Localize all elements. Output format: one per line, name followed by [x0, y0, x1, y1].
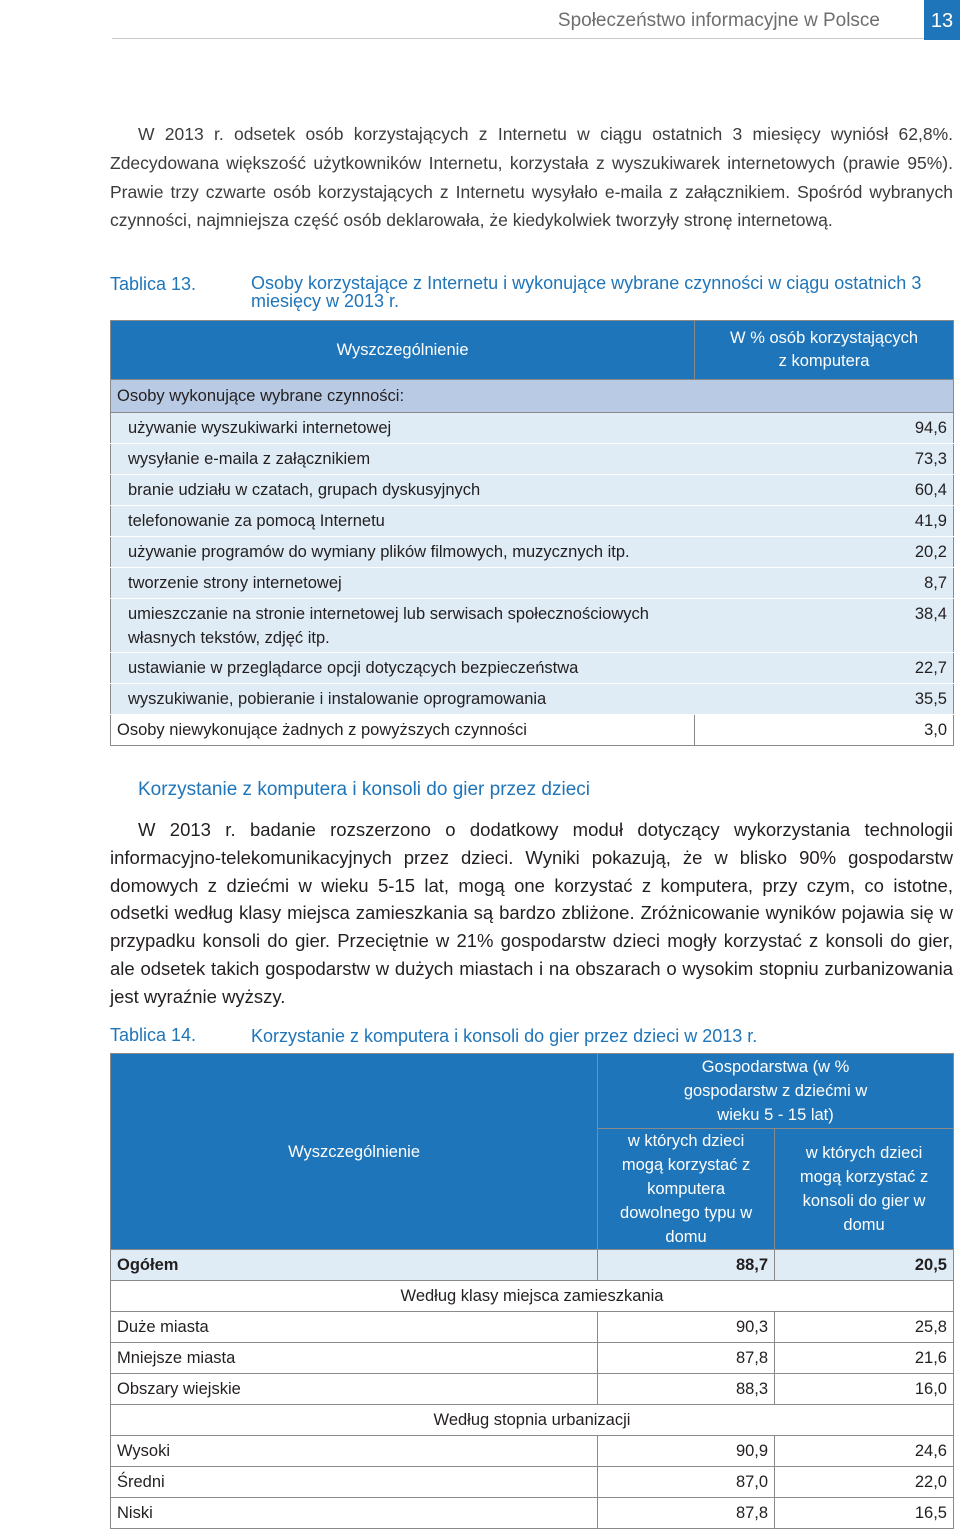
- table14-cell-b: 16,0: [775, 1374, 954, 1405]
- table13-row-value: 38,4: [695, 599, 954, 653]
- table14-cell-b: 16,5: [775, 1498, 954, 1529]
- section-paragraph-text: W 2013 r. badanie rozszerzono o dodatkowy moduł dotyczący wykorzystania technologii informacyjno-telekomunikacyjnych przez dzieci. Wyniki pokazują, że w blisko 90% gospodarstw domowych z dziećmi w wieku 5-15 lat, mogą one korzystać z komputera, przy czym, co istotne, odsetki według klasy miejsca zamieszkania są bardzo zbliżone. Zróżnicowanie wyników pojawia się w przypadku konsoli do gier. Przeciętnie w 21% gospodarstw dzieci mogły korzystać z konsoli do gier, ale odsetek takich gospodarstw w dużych miastach i na obszarach o wysokim stopniu zurbanizowania jest wyraźnie wyższy.: [110, 819, 953, 1007]
- table-row: [111, 1467, 954, 1498]
- table13-header-value-text: W % osób korzystających z komputera: [730, 329, 919, 370]
- table-row: [111, 1343, 954, 1374]
- section-title: Korzystanie z komputera i konsoli do gier przez dzieci: [138, 779, 590, 800]
- table13-group-label: Osoby wykonujące wybrane czynności:: [111, 380, 695, 413]
- table13-row-value: 8,7: [695, 568, 954, 599]
- table14-cell-b: 22,0: [775, 1467, 954, 1498]
- header-divider: [112, 38, 924, 39]
- table13-row-value: 41,9: [695, 506, 954, 537]
- table14-cell-label: Duże miasta: [111, 1312, 598, 1343]
- table14-caption-text: Korzystanie z komputera i konsoli do gier przez dzieci w 2013 r.: [251, 1026, 758, 1046]
- table13-row-value: 22,7: [695, 653, 954, 684]
- table-row: [111, 653, 954, 684]
- table14-header-a-text: w których dzieci mogą korzystać z komputera dowolnego typu w domu: [620, 1132, 753, 1246]
- table13-row-label: telefonowanie za pomocą Internetu: [111, 506, 695, 537]
- table-row: [111, 684, 954, 715]
- table13-row-label: branie udziału w czatach, grupach dyskusyjnych: [111, 475, 695, 506]
- table14-header-b: [775, 1129, 954, 1250]
- intro-text: W 2013 r. odsetek osób korzystających z Internetu w ciągu ostatnich 3 miesięcy wyniósł 62,8%. Zdecydowana większość użytkowników Internetu, korzystała z wyszukiwarek internetowych (prawie 95%). Prawie trzy czwarte osób korzystających z Internetu wysyłało e-maila z załącznikiem. Spośród wybranych czynności, najmniejsza część osób deklarowała, że kiedykolwiek tworzyły stronę internetową.: [110, 124, 953, 231]
- table14-header-b-text: w których dzieci mogą korzystać z konsoli do gier w domu: [799, 1144, 929, 1234]
- table13-row-label: umieszczanie na stronie internetowej lub serwisach społecznościowych własnych tekstów, zdjęć itp.: [111, 599, 695, 653]
- table14-cell-b: 24,6: [775, 1436, 954, 1467]
- table14-cell-a: 87,8: [598, 1498, 775, 1529]
- section-paragraph: [110, 816, 953, 1011]
- table14-cell-a: 90,3: [598, 1312, 775, 1343]
- table14-total-a: 88,7: [598, 1250, 775, 1281]
- table14-caption-label: Tablica 14.: [110, 1025, 197, 1045]
- table13-row-label: wyszukiwanie, pobieranie i instalowanie oprogramowania: [111, 684, 695, 715]
- table14-total-label: Ogółem: [111, 1250, 598, 1281]
- table-13: [110, 320, 954, 746]
- table14-cell-b: 21,6: [775, 1343, 954, 1374]
- table-row: [111, 413, 954, 444]
- table14-header-item: Wyszczególnienie: [111, 1054, 598, 1250]
- table13-caption-text: Osoby korzystające z Internetu i wykonujące wybrane czynności w ciągu ostatnich 3 miesięcy w 2013 r.: [251, 273, 922, 311]
- table13-header-item: Wyszczególnienie: [111, 321, 695, 380]
- table-row: [111, 599, 954, 653]
- table13-row-value: 94,6: [695, 413, 954, 444]
- table13-row-label: używanie wyszukiwarki internetowej: [111, 413, 695, 444]
- table13-row-value: 60,4: [695, 475, 954, 506]
- page-number: 13: [924, 0, 960, 40]
- table-row: [111, 444, 954, 475]
- table14-cell-label: Mniejsze miasta: [111, 1343, 598, 1374]
- table13-row-label: tworzenie strony internetowej: [111, 568, 695, 599]
- table14-cell-label: Wysoki: [111, 1436, 598, 1467]
- table-row: [111, 506, 954, 537]
- table13-row-value: 35,5: [695, 684, 954, 715]
- table-14: [110, 1053, 954, 1529]
- table14-section2-title: Według stopnia urbanizacji: [111, 1405, 954, 1436]
- table14-cell-label: Średni: [111, 1467, 598, 1498]
- table14-cell-a: 87,0: [598, 1467, 775, 1498]
- table-row: [111, 1498, 954, 1529]
- table14-group-header: [598, 1054, 954, 1129]
- table-row: [111, 1436, 954, 1467]
- page-header: [0, 0, 960, 40]
- table14-cell-a: 87,8: [598, 1343, 775, 1374]
- table14-cell-label: Niski: [111, 1498, 598, 1529]
- table14-cell-a: 90,9: [598, 1436, 775, 1467]
- table14-group-header-text: Gospodarstwa (w % gospodarstw z dziećmi w wieku 5 - 15 lat): [683, 1058, 868, 1124]
- table-row: [111, 537, 954, 568]
- table13-header-value: [695, 321, 954, 380]
- table13-last-value: 3,0: [695, 715, 954, 746]
- table14-cell-b: 25,8: [775, 1312, 954, 1343]
- table13-row-value: 73,3: [695, 444, 954, 475]
- table-row: [111, 568, 954, 599]
- table-row: [111, 1374, 954, 1405]
- table13-caption-label: Tablica 13.: [110, 274, 197, 294]
- table13-row-label: ustawianie w przeglądarce opcji dotyczących bezpieczeństwa: [111, 653, 695, 684]
- running-title: Społeczeństwo informacyjne w Polsce: [557, 10, 880, 31]
- table13-last-label: Osoby niewykonujące żadnych z powyższych czynności: [111, 715, 695, 746]
- table13-row-label: wysyłanie e-maila z załącznikiem: [111, 444, 695, 475]
- table-row: [111, 475, 954, 506]
- table13-row-label: używanie programów do wymiany plików filmowych, muzycznych itp.: [111, 537, 695, 568]
- table14-cell-label: Obszary wiejskie: [111, 1374, 598, 1405]
- table13-group-empty: [695, 380, 954, 413]
- table14-section1-title: Według klasy miejsca zamieszkania: [111, 1281, 954, 1312]
- table14-total-b: 20,5: [775, 1250, 954, 1281]
- table-row: [111, 1312, 954, 1343]
- table13-row-value: 20,2: [695, 537, 954, 568]
- intro-paragraph: [110, 120, 953, 235]
- table14-cell-a: 88,3: [598, 1374, 775, 1405]
- table14-header-a: [598, 1129, 775, 1250]
